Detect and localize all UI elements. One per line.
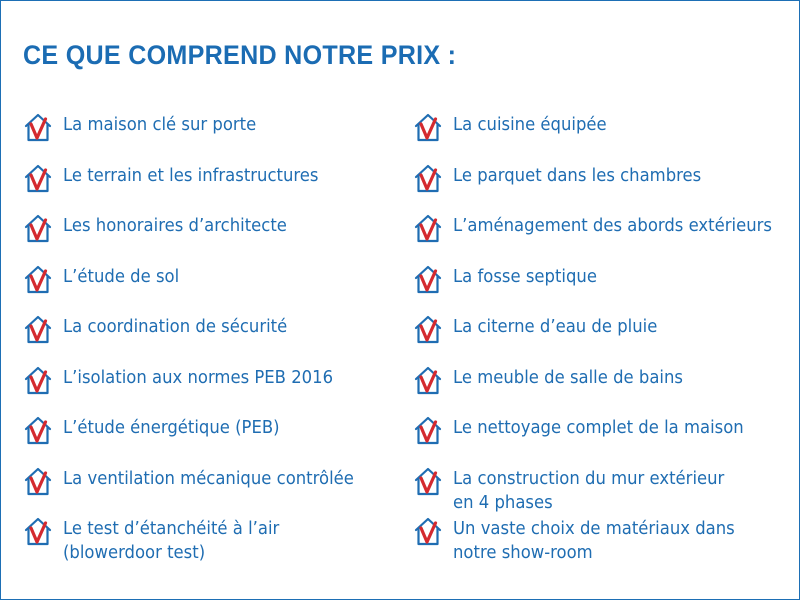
page-title: CE QUE COMPREND NOTRE PRIX : bbox=[23, 40, 457, 70]
house-check-icon bbox=[24, 416, 52, 446]
list-item-label: La fosse septique bbox=[453, 266, 597, 287]
list-item-right-3 bbox=[414, 214, 792, 265]
right-list bbox=[414, 113, 792, 568]
list-item-right-1 bbox=[414, 113, 792, 164]
house-check-icon bbox=[414, 315, 442, 345]
list-item-left-8 bbox=[24, 467, 372, 518]
list-item-left-1 bbox=[24, 113, 372, 164]
house-check-icon bbox=[24, 113, 52, 143]
list-item-label: La maison clé sur porte bbox=[63, 115, 257, 135]
list-item-left-2 bbox=[24, 164, 372, 215]
list-item-left-7 bbox=[24, 416, 372, 467]
house-check-icon bbox=[24, 315, 52, 345]
house-check-icon bbox=[414, 265, 442, 295]
house-check-icon bbox=[414, 366, 442, 396]
list-item-right-7 bbox=[414, 416, 792, 467]
list-item-right-6 bbox=[414, 366, 792, 417]
list-item-label: L’aménagement des abords extérieurs bbox=[453, 216, 772, 236]
list-item-left-9 bbox=[24, 517, 372, 568]
list-item-label: La coordination de sécurité bbox=[63, 317, 288, 337]
house-check-icon bbox=[414, 416, 442, 446]
list-item-label: L’étude énergétique (PEB) bbox=[63, 418, 280, 438]
list-item-left-3 bbox=[24, 214, 372, 265]
list-item-left-4 bbox=[24, 265, 372, 316]
left-list bbox=[24, 113, 372, 568]
list-item-right-5 bbox=[414, 315, 792, 366]
list-item-label: La cuisine équipée bbox=[453, 115, 607, 135]
list-item-label: L’isolation aux normes PEB 2016 bbox=[63, 367, 334, 388]
list-item-right-8 bbox=[414, 467, 792, 518]
house-check-icon bbox=[414, 467, 442, 497]
list-item-label: La ventilation mécanique contrôlée bbox=[63, 468, 354, 489]
house-check-icon bbox=[414, 164, 442, 194]
list-item-left-6 bbox=[24, 366, 372, 417]
list-item-label: Le parquet dans les chambres bbox=[453, 165, 702, 186]
list-item-label: Le nettoyage complet de la maison bbox=[453, 418, 744, 438]
list-item-label: La citerne d’eau de pluie bbox=[453, 317, 658, 337]
house-check-icon bbox=[24, 164, 52, 194]
list-item-label: Les honoraires d’architecte bbox=[63, 216, 287, 236]
list-item-right-9 bbox=[414, 517, 792, 568]
list-item-label: La construction du mur extérieur en 4 phases bbox=[453, 468, 725, 513]
list-item-label: Le test d’étanchéité à l’air (blowerdoor test) bbox=[63, 519, 280, 563]
list-item-right-4 bbox=[414, 265, 792, 316]
house-check-icon bbox=[24, 517, 52, 547]
house-check-icon bbox=[414, 214, 442, 244]
list-item-label: Un vaste choix de matériaux dans notre show-room bbox=[453, 519, 735, 563]
house-check-icon bbox=[24, 214, 52, 244]
list-item-right-2 bbox=[414, 164, 792, 215]
list-item-left-5 bbox=[24, 315, 372, 366]
house-check-icon bbox=[24, 366, 52, 396]
house-check-icon bbox=[24, 467, 52, 497]
house-check-icon bbox=[414, 517, 442, 547]
house-check-icon bbox=[24, 265, 52, 295]
list-item-label: Le meuble de salle de bains bbox=[453, 367, 683, 388]
list-item-label: Le terrain et les infrastructures bbox=[63, 165, 319, 186]
house-check-icon bbox=[414, 113, 442, 143]
list-item-label: L’étude de sol bbox=[63, 266, 180, 287]
